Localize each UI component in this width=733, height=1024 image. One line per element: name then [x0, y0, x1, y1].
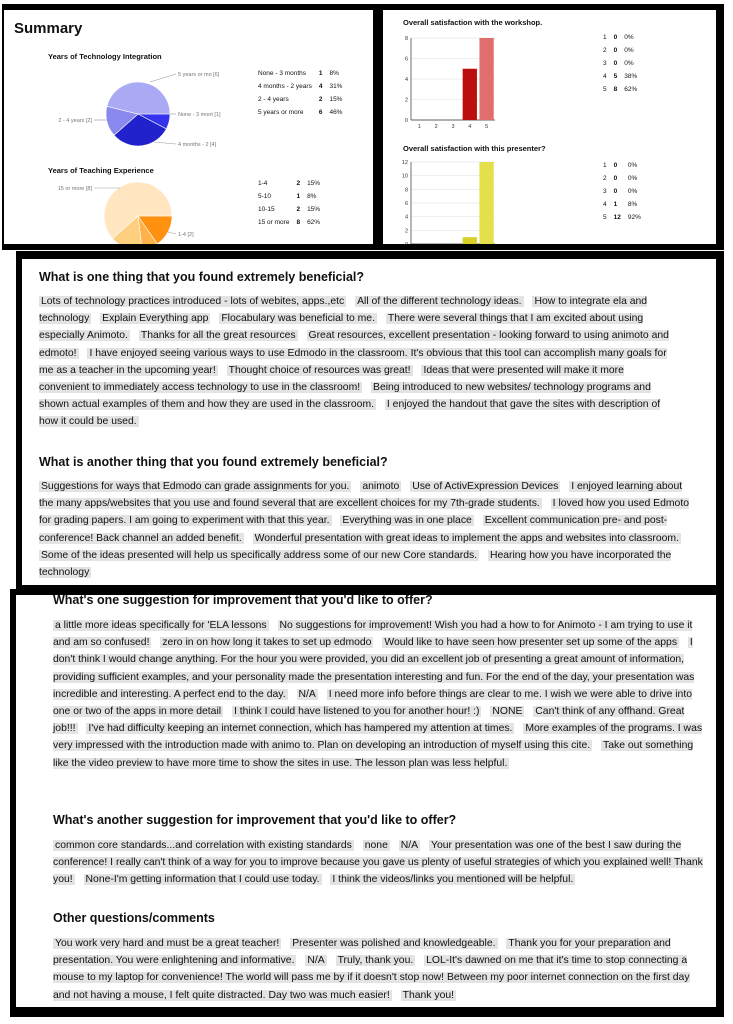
answer-item: Excellent communication pre- and post- conference! Back channel an added benefit.: [39, 515, 668, 544]
legend-cell: 12: [613, 214, 621, 221]
legend-pct: 15%: [307, 206, 321, 213]
answer-item: Everything was in one place: [342, 515, 472, 527]
callout-label: 1-4 [2]: [178, 232, 194, 238]
x-tick-label: [468, 248, 471, 250]
y-tick-label: 4: [404, 214, 408, 221]
legend-count: 1: [296, 193, 301, 200]
answer-item: Some of the ideas presented will help us specifically address some of our new Core standards.: [41, 549, 478, 561]
x-tick-label: [451, 248, 454, 250]
legend-count: 6: [318, 109, 323, 116]
q4-title: What's another suggestion for improvement that you'd like to offer?: [53, 813, 457, 827]
bar: [463, 237, 477, 244]
x-tick-label: 5: [485, 124, 489, 130]
legend-pct: 15%: [329, 96, 343, 103]
y-tick-label: 0: [404, 242, 408, 248]
legend-count: 4: [318, 83, 323, 90]
legend-cell: 1: [613, 201, 618, 208]
legend-pct: 62%: [307, 219, 321, 226]
answer-item: More examples of the programs. I was very impressed with the introduction made with animo to. Plan on developing an introduction of myself using this cite.: [53, 723, 703, 752]
y-tick-label: 2: [404, 228, 408, 235]
legend-count: 1: [318, 70, 323, 77]
legend-row: [603, 71, 642, 82]
legend-cell: 1: [603, 34, 607, 41]
q4-answers: [53, 837, 703, 889]
teach-pie-chart: [34, 176, 274, 250]
answer-item: I think I could have listened to you for another hour! :): [233, 706, 480, 718]
q5-answers: [53, 935, 703, 1004]
answer-item: There were several things that I am excited about using especially Animoto.: [39, 313, 644, 342]
legend-row: [603, 32, 642, 43]
answer-item: Thought choice of resources was great!: [228, 364, 411, 376]
legend-cell: 0%: [624, 34, 634, 41]
legend-row: [603, 45, 642, 56]
answer-item: Being introduced to new websites/ technology programs and shown actual examples of them and how they are used in the classroom.: [39, 382, 651, 411]
answer-item: Ideas that were presented will make it more convenient to immediately access technology to use in the classroom!: [39, 364, 624, 394]
answer-item: No suggestions for improvement! Wish you had a how to for Animoto - I am trying to use it and am so confused!: [53, 620, 693, 649]
answer-item: Would like to have seen how presenter set up some of the apps: [384, 637, 678, 649]
legend-cell: 5: [603, 86, 607, 93]
answer-item: Take out something like the video preview to have more time to show the sites in use. The lesson plan was less helpful.: [53, 740, 694, 769]
legend-row: [603, 173, 646, 184]
legend-pct: 8%: [307, 193, 317, 200]
legend-row: [258, 68, 347, 79]
answer-item: Wonderful presentation with great ideas to implement the apps and websites into classroom.: [254, 532, 679, 544]
y-tick-label: 0: [404, 118, 408, 124]
answer-item: You work very hard and must be a great teacher!: [55, 938, 280, 949]
legend-cell: 5: [613, 73, 618, 80]
answer-item: Can't think of any offhand. Great job!!!: [53, 706, 685, 735]
legend-label: 4 months - 2 years: [258, 83, 312, 90]
legend-row: [258, 81, 347, 92]
presenter-legend-table: [601, 158, 648, 225]
legend-cell: 0%: [624, 60, 634, 67]
y-tick-label: 6: [404, 56, 408, 63]
legend-cell: 0%: [627, 175, 638, 182]
workshop-chart-title: Overall satisfaction with the workshop.: [403, 18, 543, 27]
legend-cell: 1: [603, 162, 607, 169]
legend-cell: 0%: [627, 188, 638, 195]
answer-item: N/A: [298, 688, 316, 700]
q1-title: What is one thing that you found extremely beneficial?: [39, 270, 365, 284]
q2-title: What is another thing that you found extremely beneficial?: [39, 455, 388, 469]
answer-item: I think the videos/links you mentioned will be helpful.: [332, 874, 574, 886]
legend-cell: 0: [613, 175, 618, 182]
answer-item: I enjoyed the handout that gave the sites with description of how it could be used.: [39, 399, 661, 428]
x-tick-label: [418, 248, 421, 250]
legend-row: [258, 178, 325, 189]
legend-row: [603, 84, 642, 95]
legend-cell: 0%: [627, 162, 638, 169]
legend-cell: 38%: [624, 73, 638, 80]
answer-item: zero in on how long it takes to set up edmodo: [162, 637, 372, 649]
legend-cell: 3: [603, 188, 607, 195]
presenter-chart-title: Overall satisfaction with this presenter?: [403, 144, 546, 153]
legend-row: [258, 107, 347, 118]
x-tick-label: [485, 248, 488, 250]
legend-row: [258, 217, 325, 228]
workshop-bar-chart: [397, 32, 507, 132]
legend-row: [258, 94, 347, 105]
answer-item: I don't think I would change anything. For the hour you were provided, you did an excellent job of presenting a great amount of information, providing sufficient examples, and your personality made the presentation interesting and fun. For the end of the day, your presentation was incredible and interesting. A perfect end to the day.: [53, 637, 695, 700]
legend-label: 15 or more: [258, 219, 290, 226]
beneficial-panel: [16, 251, 724, 593]
callout-label: 5 years or mo [6]: [178, 72, 220, 78]
x-tick-label: [435, 248, 438, 250]
answer-item: All of the different technology ideas.: [357, 296, 522, 307]
y-tick-label: 2: [404, 97, 408, 104]
answer-item: Presenter was polished and knowledgeable.: [292, 938, 496, 949]
legend-cell: 0: [613, 60, 618, 67]
legend-row: [603, 58, 642, 69]
answer-item: Lots of technology practices introduced - lots of webites, apps.,etc: [41, 296, 345, 307]
legend-cell: 3: [603, 60, 607, 67]
legend-count: 2: [318, 96, 323, 103]
callout-line: [154, 142, 176, 144]
legend-label: 10-15: [258, 206, 275, 213]
answer-item: Truly, thank you.: [337, 955, 414, 967]
teach-legend-table: [256, 176, 327, 230]
y-tick-label: 8: [404, 187, 408, 194]
bar: [479, 162, 493, 244]
answer-item: NONE: [492, 706, 523, 718]
legend-cell: 0: [613, 47, 618, 54]
legend-count: 2: [296, 180, 301, 187]
answer-item: How to integrate ela and technology: [39, 296, 648, 325]
y-tick-label: 12: [401, 160, 408, 166]
legend-cell: 5: [603, 214, 607, 221]
answer-item: None-I'm getting information that I could use today.: [85, 874, 320, 886]
legend-label: 2 - 4 years: [258, 96, 289, 103]
legend-cell: 0: [613, 162, 618, 169]
answer-item: I have enjoyed seeing various ways to use Edmodo in the classroom. It's obvious that this tool can accomplish many goals for me as a teacher in the upcoming year!: [39, 347, 667, 376]
y-tick-label: 6: [404, 201, 408, 207]
legend-label: 5-10: [258, 193, 272, 200]
answer-item: N/A: [307, 955, 325, 967]
satisfaction-panel: [379, 4, 724, 250]
answer-item: N/A: [400, 840, 419, 851]
legend-row: [258, 191, 325, 202]
legend-cell: 0: [613, 34, 618, 41]
workshop-legend-table: [601, 30, 644, 97]
y-tick-label: 10: [401, 173, 408, 180]
answer-item: Suggestions for ways that Edmodo can grade assignments for you.: [41, 481, 350, 492]
answer-item: Hearing how you have incorporated the technology: [39, 549, 672, 579]
legend-label: 1-4: [258, 180, 268, 187]
summary-panel: [2, 4, 379, 250]
x-tick-label: 3: [451, 124, 455, 130]
answer-item: Your presentation was one of the best I saw during the conference! I really can't think of a way for you to improve because you gave us plenty of useful strategies of which you explained well! Thank you!: [53, 840, 703, 886]
legend-pct: 31%: [329, 83, 343, 90]
legend-pct: 15%: [307, 180, 321, 187]
tech-chart-title: Years of Technology Integration: [48, 52, 162, 61]
answer-item: I loved how you used Edmoto for grading papers. I am going to experiment with that this year.: [39, 498, 689, 527]
legend-count: 2: [296, 206, 301, 213]
callout-label: None - 3 mont [1]: [178, 112, 221, 118]
answer-item: Flocabulary was beneficial to me.: [221, 313, 375, 325]
teach-chart-title: Years of Teaching Experience: [48, 166, 154, 175]
legend-cell: 4: [603, 73, 607, 80]
answer-item: a little more ideas specifically for 'ELA lessons: [55, 620, 267, 631]
callout-line: [150, 74, 176, 82]
legend-cell: 8: [613, 86, 618, 93]
suggestions-panel: [10, 589, 724, 1017]
y-tick-label: 4: [404, 77, 408, 83]
callout-label: 4 months - 2 [4]: [178, 142, 217, 148]
legend-row: [603, 186, 646, 197]
q3-title: What's one suggestion for improvement that you'd like to offer?: [53, 593, 433, 607]
answer-item: Thanks for all the great resources: [140, 330, 296, 342]
legend-row: [258, 204, 325, 215]
answer-item: Great resources, excellent presentation - looking forward to using animoto and edmoto!: [39, 330, 669, 359]
bar: [463, 69, 477, 120]
legend-row: [603, 199, 646, 210]
answer-item: Thank you for your preparation and presentation. You were enlightening and informative.: [53, 938, 671, 967]
answer-item: common core standards...and correlation with existing standards: [55, 840, 352, 851]
answer-item: Thank you!: [402, 989, 455, 1001]
legend-label: None - 3 months: [258, 70, 307, 77]
legend-cell: 62%: [624, 86, 638, 93]
q1-answers: [39, 293, 675, 431]
answer-item: animoto: [362, 481, 400, 492]
legend-pct: 8%: [329, 70, 339, 77]
legend-cell: 8%: [627, 201, 638, 208]
bar: [479, 38, 493, 120]
answer-item: I enjoyed learning about the many apps/websites that you use and found several that are excellent choices for my 7th-grade students.: [39, 481, 683, 510]
legend-cell: 4: [603, 201, 607, 208]
answer-item: I've had difficulty keeping an internet connection, which has hampered my attention at times.: [88, 723, 513, 735]
legend-cell: 2: [603, 175, 607, 182]
legend-cell: 92%: [627, 214, 641, 221]
legend-label: 5 years or more: [258, 109, 304, 116]
callout-label: 2 - 4 years [2]: [58, 118, 92, 124]
answer-item: Use of ActivExpression Devices: [412, 481, 559, 492]
answer-item: LOL-It's dawned on me that it's time to stop connecting a mouse to my laptop for convenience! The world will pass me by if it doesn't stop now! Between my poor internet connection on the first day and not having a mouse, I felt quite distracted. Day two was much easier!: [53, 955, 690, 1001]
legend-count: 8: [296, 219, 301, 226]
legend-cell: 0%: [624, 47, 634, 54]
q3-answers: [53, 617, 703, 772]
legend-cell: 2: [603, 47, 607, 54]
answer-item: I need more info before things are clear to me. I wish we were able to drive into one or two of the apps in more detail: [53, 688, 693, 718]
presenter-bar-chart: [397, 156, 507, 250]
callout-label: 15 or more [8]: [57, 186, 92, 192]
legend-row: [603, 160, 646, 171]
callout-line: [168, 232, 176, 234]
answer-item: Explain Everything app: [102, 313, 209, 325]
y-tick-label: 8: [404, 36, 408, 42]
x-tick-label: 1: [417, 124, 421, 130]
x-tick-label: 2: [434, 124, 438, 130]
legend-row: [603, 212, 646, 223]
legend-pct: 46%: [329, 109, 343, 116]
q2-answers: [39, 478, 697, 581]
q5-title: Other questions/comments: [53, 911, 215, 925]
x-tick-label: 4: [468, 124, 472, 130]
tech-pie-chart: [34, 64, 274, 164]
tech-legend-table: [256, 66, 349, 120]
summary-title: Summary: [14, 20, 83, 37]
answer-item: none: [364, 840, 388, 851]
legend-cell: 0: [613, 188, 618, 195]
